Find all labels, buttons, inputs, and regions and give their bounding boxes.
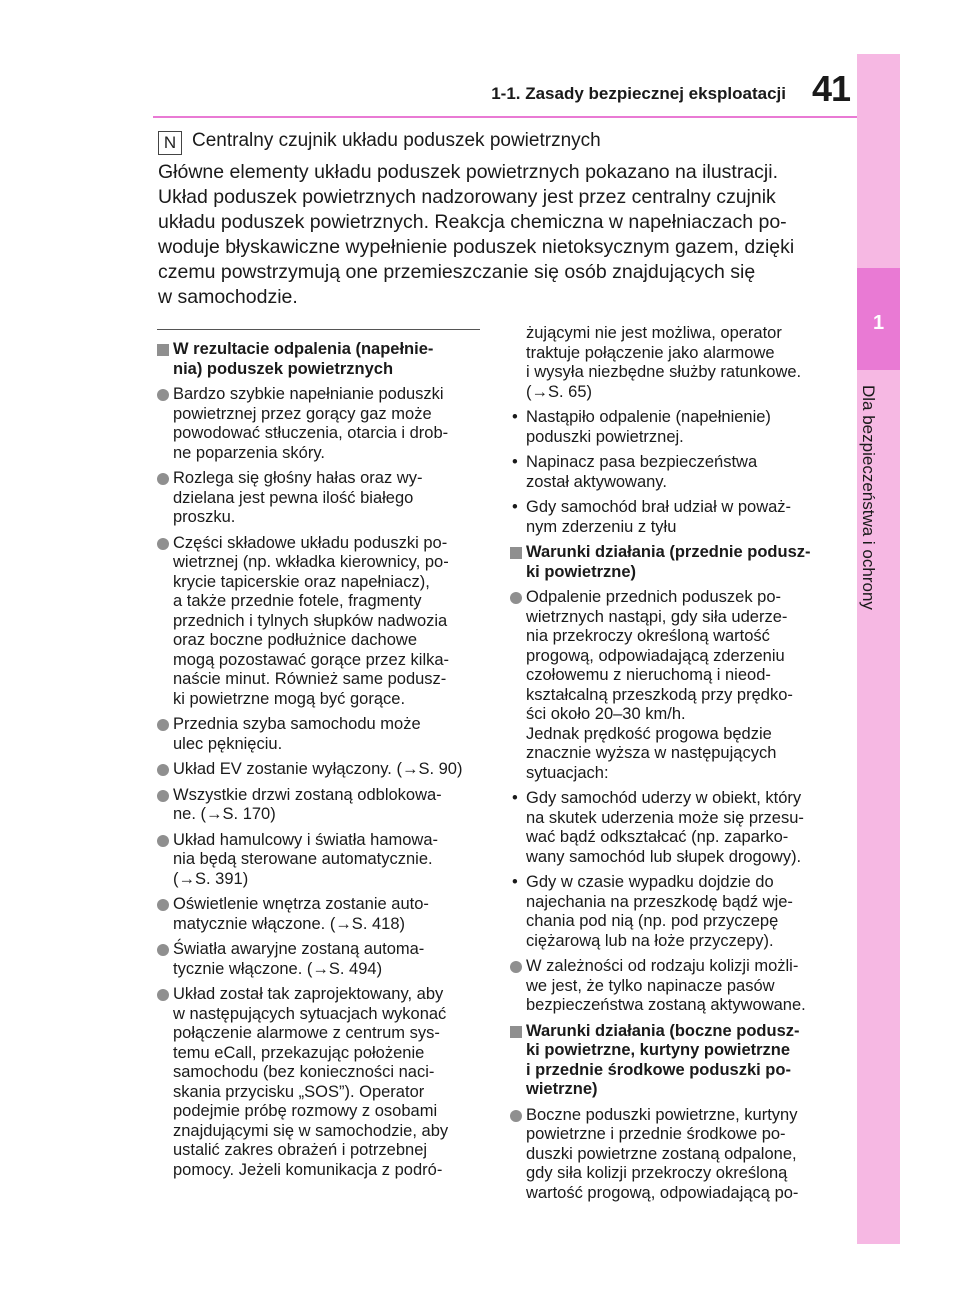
round-bullet-icon	[157, 899, 169, 911]
chapter-label: Dla bezpieczeństwa i ochrony	[859, 385, 878, 610]
text-line: Części składowe układu poduszki po-	[173, 533, 448, 552]
text-line: wietrznych nastąpi, gdy siła uderze-	[526, 607, 788, 626]
right-column	[510, 324, 840, 1209]
text-line: wietrzne)	[526, 1080, 598, 1098]
text-line: na skutek uderzenia może się przesu-	[526, 808, 804, 827]
column-rule	[157, 329, 480, 330]
text-line: najechania na przeszkodę bądź wje-	[526, 892, 793, 911]
section-heading-text: Centralny czujnik układu poduszek powietrznych	[192, 130, 601, 151]
text-line: powodować stłuczenia, otarcia i drob-	[173, 424, 449, 442]
text-line: ne poparzenia skóry.	[173, 443, 325, 462]
bullet-item	[510, 588, 840, 783]
square-bullet-icon	[157, 344, 169, 356]
text-line: połączenie alarmowe z centrum sys-	[173, 1024, 440, 1042]
dash-bullet-icon: •	[512, 408, 518, 426]
round-bullet-icon	[510, 961, 522, 973]
text-line: Jednak prędkość progowa będzie	[526, 724, 772, 743]
text-line: wartość progową, odpowiadającą po-	[526, 1183, 799, 1202]
text-line: Bardzo szybkie napełnianie poduszki	[173, 385, 444, 403]
text-line: we jest, że tylko napinacze pasów	[526, 976, 775, 995]
text-line: Rozlega się głośny hałas oraz wy-	[173, 469, 423, 487]
round-bullet-icon	[157, 835, 169, 847]
bullet-item	[157, 985, 482, 1180]
text-line: Przednia szyba samochodu może	[173, 715, 421, 733]
text-line: Boczne poduszki powietrzne, kurtyny	[526, 1105, 798, 1124]
text-line: bezpieczeństwa zostaną aktywowane.	[526, 996, 806, 1014]
chapter-side-tab	[857, 54, 900, 1244]
intro-line: Układ poduszek powietrznych nadzorowany jest przez centralny czujnik	[158, 186, 776, 208]
text-line: chania pod nią (np. pod przyczepę	[526, 912, 779, 930]
chapter-number: 1	[857, 268, 900, 370]
text-line: tycznie włączone. (→S. 494)	[173, 959, 383, 978]
text-line: skania przycisku „SOS”). Operator	[173, 1082, 425, 1101]
dash-bullet-icon: •	[512, 873, 518, 891]
bullet-item	[157, 831, 482, 890]
bullet-item	[157, 940, 482, 979]
text-line: ulec pęknięciu.	[173, 734, 283, 753]
text-line: matycznie włączone. (→S. 418)	[173, 914, 406, 933]
text-line: Układ został tak zaprojektowany, aby	[173, 985, 444, 1003]
text-line: nym zderzeniu z tyłu	[526, 517, 677, 536]
text-line: przednich i tylnych słupków nadwozia	[173, 611, 448, 630]
text-line: powietrzne i przednie środkowe po-	[526, 1125, 786, 1143]
text-line: Oświetlenie wnętrza zostanie auto-	[173, 895, 429, 913]
bullet-item	[157, 469, 482, 528]
subsection-heading	[510, 543, 840, 582]
text-line: (→S. 391)	[173, 869, 249, 888]
text-line: wany samochód lub słupek drogowy).	[526, 847, 802, 866]
text-line: Gdy samochód uderzy w obiekt, który	[526, 789, 802, 807]
text-line: progową, odpowiadającą zderzeniu	[526, 646, 785, 665]
text-line: proszku.	[173, 508, 236, 526]
text-line: mogą pozostawać gorące przez kilka-	[173, 650, 450, 669]
text-line: Gdy w czasie wypadku dojdzie do	[526, 873, 774, 891]
round-bullet-icon	[157, 944, 169, 956]
text-line: Odpalenie przednich poduszek po-	[526, 588, 782, 606]
continued-text	[510, 324, 840, 402]
round-bullet-icon	[157, 719, 169, 731]
text-line: Nastąpiło odpalenie (napełnienie)	[526, 408, 771, 426]
text-line: wać bądź odkształcać (np. zaparko-	[526, 828, 789, 846]
text-line: krycie tapicerskie oraz napełniacz),	[173, 572, 430, 591]
text-line: Układ EV zostanie wyłączony. (→S. 90)	[173, 760, 463, 778]
square-bullet-icon	[510, 1026, 522, 1038]
bullet-item	[157, 786, 482, 825]
text-line: ki powietrzne mogą być gorące.	[173, 689, 406, 708]
square-bullet-icon	[510, 547, 522, 559]
round-bullet-icon	[157, 764, 169, 776]
section-heading	[158, 130, 601, 155]
text-line: dzielana jest pewna ilość białego	[173, 488, 414, 507]
text-line: ki powietrzne, kurtyny powietrzne	[526, 1041, 791, 1059]
intro-line: woduje błyskawiczne wypełnienie poduszek nietoksycznym gazem, dzięki	[158, 236, 795, 258]
text-line: znajdującymi się w samochodzie, aby	[173, 1121, 449, 1140]
callout-key-box: N	[158, 131, 182, 155]
text-line: i wysyła niezbędne służby ratunkowe.	[526, 363, 802, 381]
text-line: czołowemu z nieruchomą i nieod-	[526, 666, 771, 684]
text-line: W zależności od rodzaju kolizji możli-	[526, 957, 799, 975]
text-line: samochodu (bez konieczności naci-	[173, 1063, 435, 1081]
text-line: (→S. 65)	[526, 382, 593, 401]
text-line: powietrznej przez gorący gaz może	[173, 404, 432, 423]
text-line: sytuacjach:	[526, 763, 609, 782]
subsection-heading	[510, 1022, 840, 1100]
bullet-item	[157, 715, 482, 754]
bullet-item	[157, 534, 482, 710]
round-bullet-icon	[510, 592, 522, 604]
dash-item	[510, 789, 840, 867]
text-line: ustalić zakres obrażeń i potrzebnej	[173, 1141, 428, 1159]
text-line: Warunki działania (przednie podusz-	[526, 543, 811, 561]
dash-item	[510, 873, 840, 951]
text-line: ciężarową lub na łoże przyczepy).	[526, 931, 774, 950]
text-line: ki powietrzne)	[526, 562, 637, 581]
dash-item	[510, 453, 840, 492]
dash-bullet-icon: •	[512, 789, 518, 807]
text-line: Światła awaryjne zostaną automa-	[173, 940, 425, 958]
text-line: wietrznej (np. wkładka kierownicy, po-	[173, 553, 449, 571]
running-header: 1-1. Zasady bezpiecznej eksploatacji	[491, 84, 786, 103]
text-line: nia przekroczy określoną wartość	[526, 627, 770, 645]
text-line: ści około 20–30 km/h.	[526, 705, 686, 723]
round-bullet-icon	[157, 790, 169, 802]
text-line: został aktywowany.	[526, 472, 667, 491]
text-line: duszki powietrzne zostaną odpalone,	[526, 1144, 797, 1163]
text-line: podejmie próbę rozmowy z osobami	[173, 1102, 438, 1120]
bullet-item	[510, 957, 840, 1016]
bullet-item	[157, 895, 482, 934]
round-bullet-icon	[157, 538, 169, 550]
round-bullet-icon	[157, 473, 169, 485]
round-bullet-icon	[157, 389, 169, 401]
round-bullet-icon	[157, 989, 169, 1001]
bullet-item	[157, 385, 482, 463]
dash-item	[510, 498, 840, 537]
intro-line: Główne elementy układu poduszek powietrznych pokazano na ilustracji.	[158, 161, 779, 183]
text-line: pomocy. Jeżeli komunikacja z podró-	[173, 1160, 443, 1179]
text-line: żującymi nie jest możliwa, operator	[526, 324, 782, 342]
text-line: Gdy samochód brał udział w poważ-	[526, 498, 792, 516]
intro-line: w samochodzie.	[158, 286, 298, 308]
text-line: poduszki powietrznej.	[526, 427, 684, 446]
text-line: traktuje połączenie jako alarmowe	[526, 343, 775, 362]
dash-bullet-icon: •	[512, 498, 518, 516]
text-line: Wszystkie drzwi zostaną odblokowa-	[173, 785, 442, 804]
dash-bullet-icon: •	[512, 453, 518, 471]
text-line: nia będą sterowane automatycznie.	[173, 850, 433, 868]
text-line: W rezultacie odpalenia (napełnie-	[173, 340, 434, 358]
intro-line: czemu powstrzymują one przemieszczanie się osób znajdujących się	[158, 261, 756, 283]
bullet-item	[510, 1106, 840, 1204]
text-line: Napinacz pasa bezpieczeństwa	[526, 453, 758, 471]
text-line: kształcalną przeszkodą przy prędko-	[526, 685, 793, 704]
text-line: gdy siła kolizji przekroczy określoną	[526, 1164, 788, 1182]
text-line: w następujących sytuacjach wykonać	[173, 1004, 447, 1023]
left-column	[157, 340, 482, 1186]
bullet-item	[157, 760, 482, 780]
text-line: a także przednie fotele, fragmenty	[173, 592, 422, 610]
page-number: 41	[811, 68, 850, 109]
intro-line: układu poduszek powietrznych. Reakcja chemiczna w napełniaczach po-	[158, 211, 787, 233]
text-line: znacznie wyższa w następujących	[526, 744, 777, 762]
text-line: Układ hamulcowy i światła hamowa-	[173, 830, 439, 849]
text-line: Warunki działania (boczne podusz-	[526, 1021, 800, 1040]
round-bullet-icon	[510, 1110, 522, 1122]
dash-item	[510, 408, 840, 447]
text-line: ne. (→S. 170)	[173, 805, 276, 823]
text-line: oraz boczne podłużnice dachowe	[173, 631, 417, 649]
text-line: nia) poduszek powietrznych	[173, 359, 394, 378]
header-rule	[153, 116, 857, 118]
text-line: temu eCall, przekazując położenie	[173, 1043, 425, 1062]
text-line: naście minut. Również same podusz-	[173, 670, 447, 688]
text-line: i przednie środkowe poduszki po-	[526, 1060, 791, 1079]
subsection-heading	[157, 340, 482, 379]
